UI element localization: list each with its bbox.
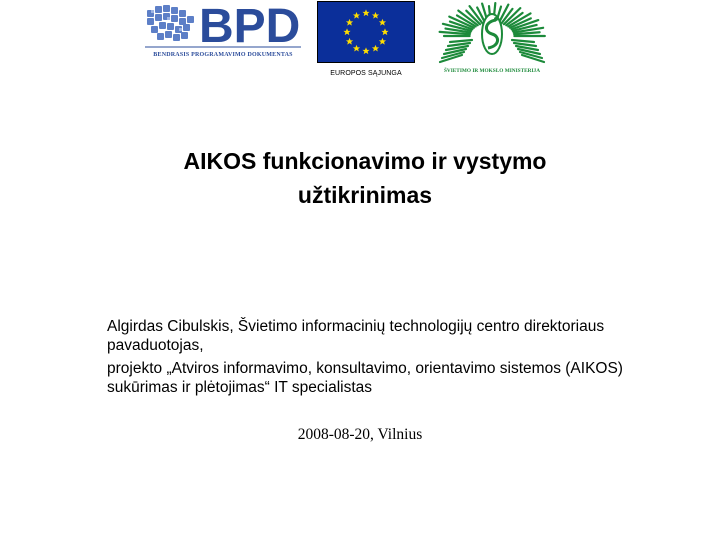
ministry-emblem-icon — [438, 2, 546, 66]
eu-star — [381, 28, 388, 35]
lithuania-map-icon — [143, 2, 303, 52]
bpd-letters: BPD — [199, 2, 301, 52]
eu-star — [372, 45, 379, 52]
author-info — [107, 317, 627, 401]
eu-star — [346, 19, 353, 26]
eu-star — [353, 45, 360, 52]
eu-star — [346, 38, 353, 45]
eu-star — [353, 12, 360, 19]
eu-flag — [317, 1, 415, 63]
ministry-caption: ŠVIETIMO IR MOKSLO MINISTERIJA — [443, 68, 541, 74]
eu-caption: EUROPOS SĄJUNGA — [330, 70, 402, 77]
eu-flag-icon — [318, 2, 414, 62]
eu-star — [362, 9, 369, 16]
bpd-caption: BENDRASIS PROGRAMAVIMO DOKUMENTAS — [153, 52, 293, 58]
author-paragraph: Algirdas Cibulskis, Švietimo informacinių technologijų centro direktoriaus pavaduotojas, — [107, 318, 605, 354]
eu-star — [343, 28, 350, 35]
bpd-logo — [143, 2, 303, 64]
eu-star — [372, 12, 379, 19]
slide-title-line-2: užtikrinimas — [297, 182, 433, 208]
slide-title-line-1: AIKOS funkcionavimo ir vystymo — [183, 148, 547, 174]
project-paragraph: projekto „Atviros informavimo, konsultavimo, orientavimo sistemos (AIKOS) sukūrimas ir plėtojimas“ IT specialistas — [107, 360, 623, 396]
eu-star — [362, 47, 369, 54]
date-place: 2008-08-20, Vilnius — [297, 426, 423, 443]
slide-title — [100, 144, 630, 212]
ministry-logo — [438, 2, 546, 80]
eu-star — [379, 19, 386, 26]
eu-star — [379, 38, 386, 45]
